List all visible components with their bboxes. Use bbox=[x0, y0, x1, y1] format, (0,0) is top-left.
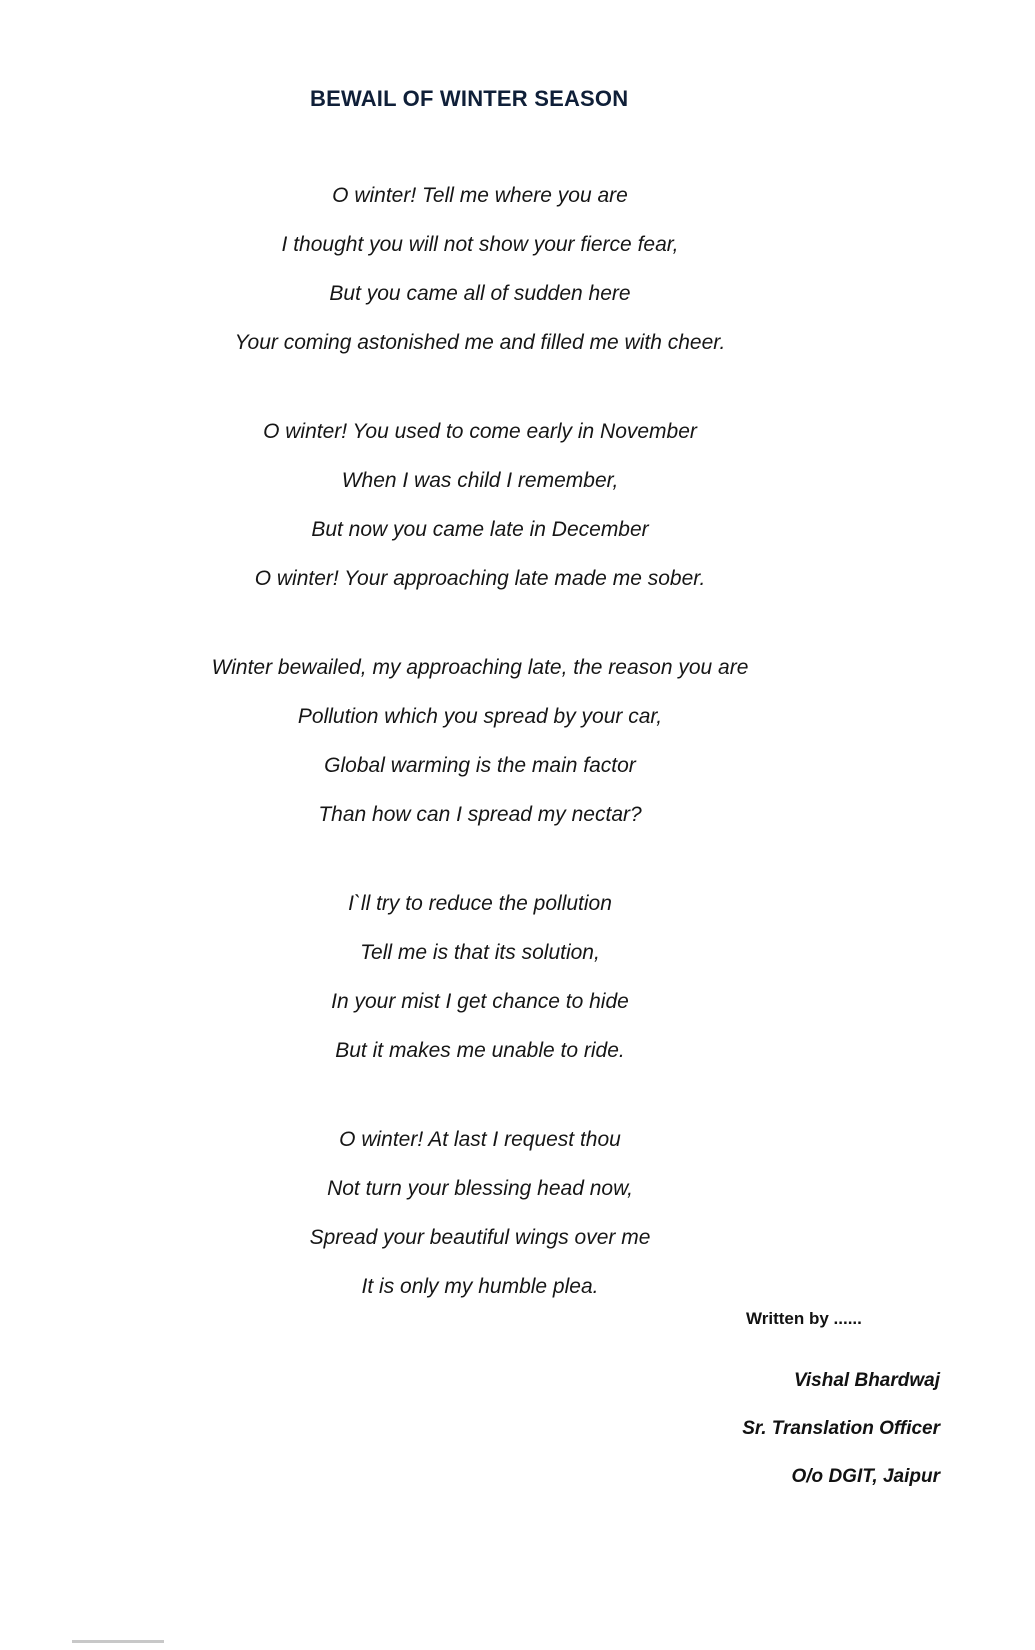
stanza-4-line-4: But it makes me unable to ride. bbox=[335, 1039, 625, 1062]
stanza-5-line-2: Not turn your blessing head now, bbox=[327, 1177, 633, 1200]
stanza-4-line-3: In your mist I get chance to hide bbox=[331, 990, 629, 1013]
stanza-5-line-1: O winter! At last I request thou bbox=[339, 1128, 621, 1151]
author-name: Vishal Bhardwaj bbox=[793, 1370, 940, 1391]
stanza-1-line-1: O winter! Tell me where you are bbox=[332, 184, 628, 207]
stanza-5-line-3: Spread your beautiful wings over me bbox=[309, 1226, 651, 1249]
stanza-1-line-3: But you came all of sudden here bbox=[329, 282, 631, 305]
stanza-1-line-2: I thought you will not show your fierce fear, bbox=[281, 233, 679, 256]
stanza-2-line-4: O winter! Your approaching late made me sober. bbox=[254, 567, 706, 590]
stanza-2-line-1: O winter! You used to come early in November bbox=[263, 420, 697, 443]
stanza-2-line-3: But now you came late in December bbox=[311, 518, 649, 541]
poem-title: BEWAIL OF WINTER SEASON bbox=[310, 86, 629, 111]
stanza-3-line-4: Than how can I spread my nectar? bbox=[318, 803, 642, 826]
written-by-label: Written by ...... bbox=[746, 1309, 862, 1328]
stanza-4-line-2: Tell me is that its solution, bbox=[360, 941, 600, 964]
stanza-3-line-3: Global warming is the main factor bbox=[324, 754, 636, 777]
stanza-4-line-1: I`ll try to reduce the pollution bbox=[348, 892, 612, 915]
page-edge-mark bbox=[72, 1640, 164, 1643]
stanza-3-line-1: Winter bewailed, my approaching late, the reason you are bbox=[211, 656, 749, 679]
author-office: O/o DGIT, Jaipur bbox=[791, 1466, 940, 1487]
stanza-5-line-4: It is only my humble plea. bbox=[361, 1275, 599, 1298]
author-designation: Sr. Translation Officer bbox=[742, 1418, 940, 1439]
stanza-1-line-4: Your coming astonished me and filled me with cheer. bbox=[234, 331, 726, 354]
stanza-2-line-2: When I was child I remember, bbox=[341, 469, 619, 492]
stanza-3-line-2: Pollution which you spread by your car, bbox=[297, 705, 663, 728]
